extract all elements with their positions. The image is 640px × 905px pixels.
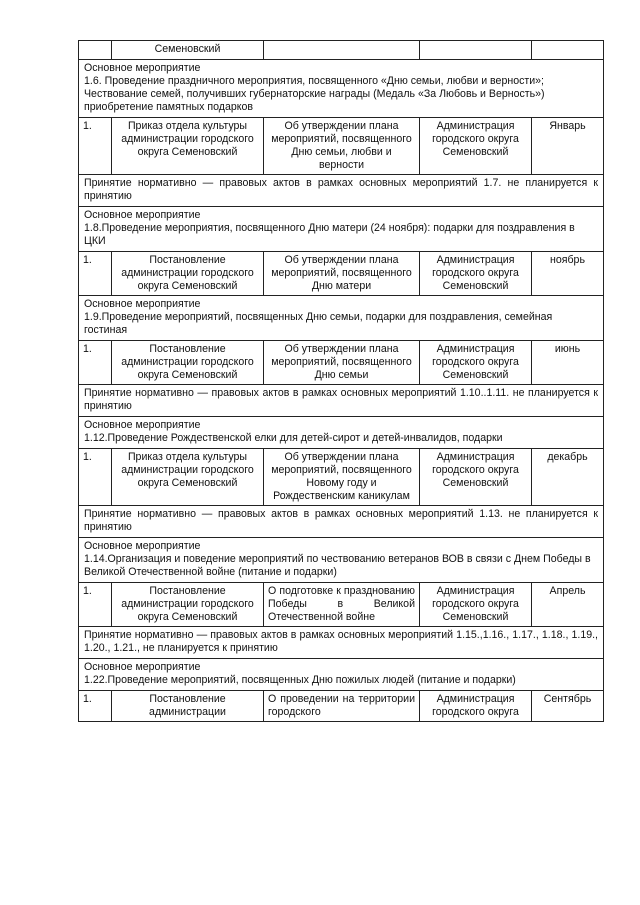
section-title: 1.22.Проведение мероприятий, посвященных Дню пожилых людей (питание и подарки) <box>84 674 516 686</box>
cell-number: 1. <box>83 254 92 266</box>
cell-term: ноябрь <box>531 252 603 295</box>
section-label: Основное мероприятие <box>84 62 201 74</box>
cell-subject: Об утверждении плана мероприятий, посвященного Дню семьи, любви и верности <box>263 118 419 174</box>
section-title: 1.12.Проведение Рождественской елки для детей-сирот и детей-инвалидов, подарки <box>84 432 503 444</box>
cell-term <box>531 41 603 59</box>
cell-document: Семеновский <box>111 41 263 59</box>
cell-number: 1. <box>83 451 92 463</box>
section-label: Основное мероприятие <box>84 540 201 552</box>
note-not-planned: Принятие нормативно — правовых актов в рамках основных мероприятий 1.7. не планируется к принятию <box>78 175 604 207</box>
table-row <box>78 583 604 627</box>
section-header <box>78 417 604 449</box>
section-header <box>78 659 604 691</box>
section-header <box>78 207 604 252</box>
cell-subject: О проведении на территории городского <box>263 691 419 721</box>
note-not-planned: Принятие нормативно — правовых актов в рамках основных мероприятий 1.13. не планируется к принятию <box>78 506 604 538</box>
cell-document: Постановление администрации городского округа Семеновский <box>111 341 263 384</box>
table-row <box>78 691 604 722</box>
cell-executor: Администрация городского округа Семеновский <box>419 583 531 626</box>
cell-number: 1. <box>83 585 92 597</box>
table-row <box>78 118 604 175</box>
cell-document: Постановление администрации городского округа Семеновский <box>111 583 263 626</box>
cell-subject: О подготовке к празднованию Победы в Великой Отечественной войне <box>263 583 419 626</box>
document-table <box>78 40 604 722</box>
section-title: 1.9.Проведение мероприятий, посвященных Дню семьи, подарки для поздравления, семейная гостиная <box>84 311 553 336</box>
cell-executor <box>419 41 531 59</box>
section-header <box>78 538 604 583</box>
cell-subject <box>263 41 419 59</box>
cell-executor: Администрация городского округа Семеновский <box>419 118 531 174</box>
section-label: Основное мероприятие <box>84 298 201 310</box>
cell-term: декабрь <box>531 449 603 505</box>
section-header <box>78 296 604 341</box>
table-row <box>78 252 604 296</box>
section-title: 1.14.Организация и поведение мероприятий по чествованию ветеранов ВОВ в связи с Днем Победы в Великой Отечественной войне (питание и подарки) <box>84 553 591 578</box>
section-header <box>78 60 604 118</box>
table-row <box>78 341 604 385</box>
section-label: Основное мероприятие <box>84 209 201 221</box>
cell-number: 1. <box>83 120 92 132</box>
cell-executor: Администрация городского округа Семеновский <box>419 449 531 505</box>
cell-number <box>79 41 111 59</box>
cell-term: Сентябрь <box>531 691 603 721</box>
table-row <box>78 40 604 60</box>
cell-document: Постановление администрации <box>111 691 263 721</box>
cell-document: Приказ отдела культуры администрации городского округа Семеновский <box>111 449 263 505</box>
note-not-planned: Принятие нормативно — правовых актов в рамках основных мероприятий 1.10..1.11. не планируется к принятию <box>78 385 604 417</box>
cell-term: Апрель <box>531 583 603 626</box>
cell-number: 1. <box>83 693 92 705</box>
note-not-planned: Принятие нормативно — правовых актов в рамках основных мероприятий 1.15.,1.16., 1.17., 1.18., 1.19., 1.20., 1.21., не планируется к принятию <box>78 627 604 659</box>
cell-number: 1. <box>83 343 92 355</box>
cell-document: Приказ отдела культуры администрации городского округа Семеновский <box>111 118 263 174</box>
cell-executor: Администрация городского округа Семеновский <box>419 341 531 384</box>
cell-subject: Об утверждении плана мероприятий, посвященного Дню матери <box>263 252 419 295</box>
section-label: Основное мероприятие <box>84 419 201 431</box>
section-label: Основное мероприятие <box>84 661 201 673</box>
cell-executor: Администрация городского округа <box>419 691 531 721</box>
cell-subject: Об утверждении плана мероприятий, посвященного Новому году и Рождественским каникулам <box>263 449 419 505</box>
cell-document: Постановление администрации городского округа Семеновский <box>111 252 263 295</box>
cell-term: июнь <box>531 341 603 384</box>
table-row <box>78 449 604 506</box>
section-title: 1.8.Проведение мероприятия, посвященного Дню матери (24 ноября): подарки для поздравления в ЦКИ <box>84 222 575 247</box>
cell-executor: Администрация городского округа Семеновский <box>419 252 531 295</box>
cell-term: Январь <box>531 118 603 174</box>
items-container <box>78 60 604 722</box>
section-title: 1.6. Проведение праздничного мероприятия, посвященного «Дню семьи, любви и верности»; Чествование семей, получивших губернаторские награды (Медаль «За Любовь и Верность») приобретение памятных подарков <box>84 75 545 113</box>
cell-subject: Об утверждении плана мероприятий, посвященного Дню семьи <box>263 341 419 384</box>
